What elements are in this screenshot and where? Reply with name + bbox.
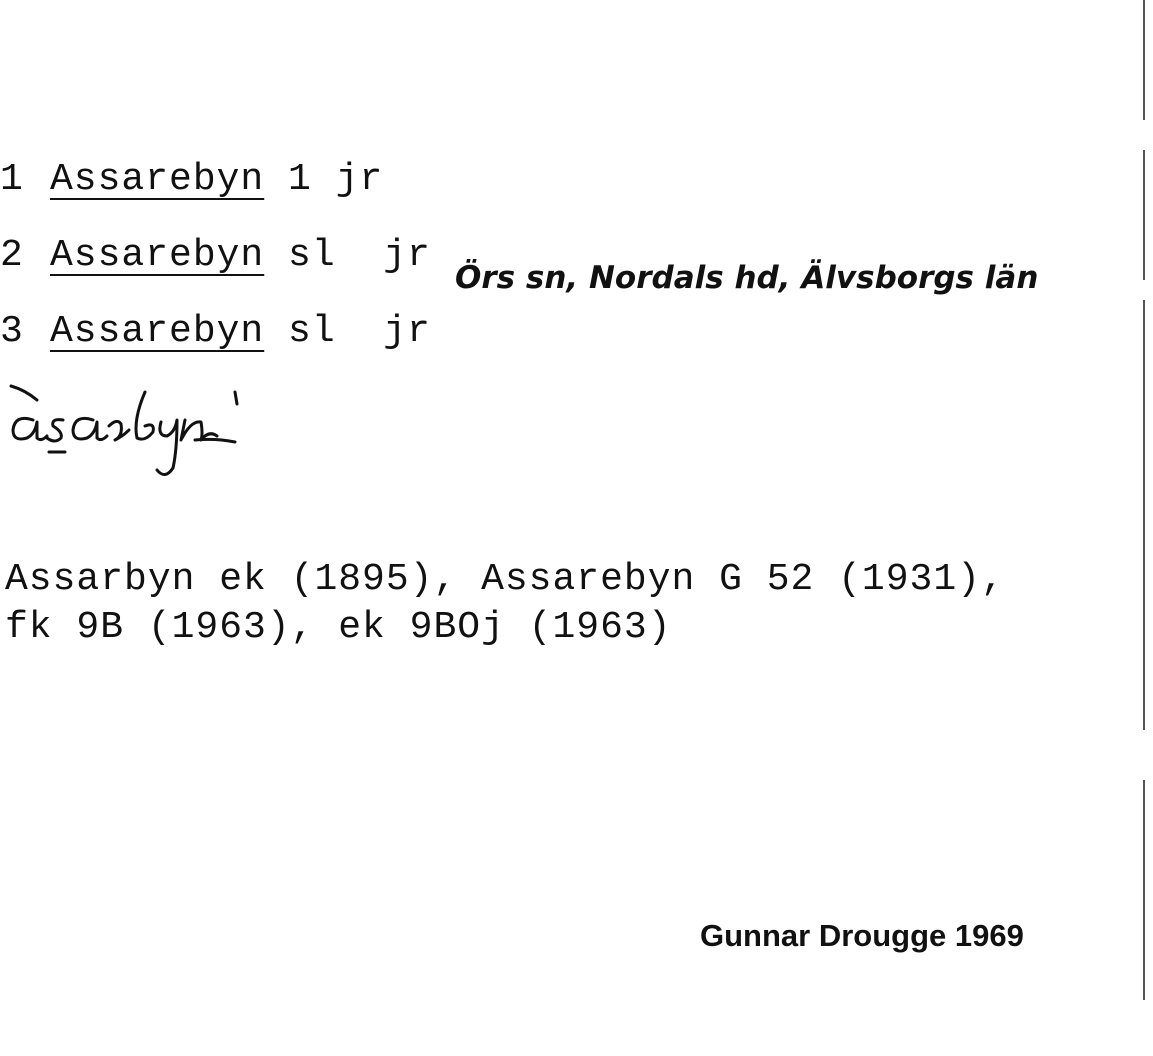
entry-number: 1	[0, 158, 24, 201]
name-forms	[5, 556, 1005, 652]
entry-3	[0, 310, 431, 353]
forms-line-1: Assarbyn ek (1895), Assarebyn G 52 (1931),	[5, 558, 1005, 601]
entry-2	[0, 234, 431, 277]
entry-name: Assarebyn	[50, 158, 265, 201]
entry-1	[0, 158, 383, 201]
edge-line	[1143, 0, 1145, 120]
edge-line	[1143, 150, 1145, 280]
edge-line	[1143, 780, 1145, 1000]
edge-line	[1143, 300, 1145, 730]
entry-name: Assarebyn	[50, 234, 265, 277]
handwritten-pronunciation	[5, 380, 305, 490]
entry-number: 2	[0, 234, 24, 277]
forms-line-2: fk 9B (1963), ek 9BOj (1963)	[5, 606, 672, 649]
parish-location: Örs sn, Nordals hd, Älvsborgs län	[455, 260, 1039, 296]
entry-suffix: sl jr	[288, 234, 431, 277]
entry-suffix: 1 jr	[288, 158, 384, 201]
entry-number: 3	[0, 310, 24, 353]
entry-name: Assarebyn	[50, 310, 265, 353]
author-signature: Gunnar Drougge 1969	[700, 918, 1024, 953]
entry-suffix: sl jr	[288, 310, 431, 353]
